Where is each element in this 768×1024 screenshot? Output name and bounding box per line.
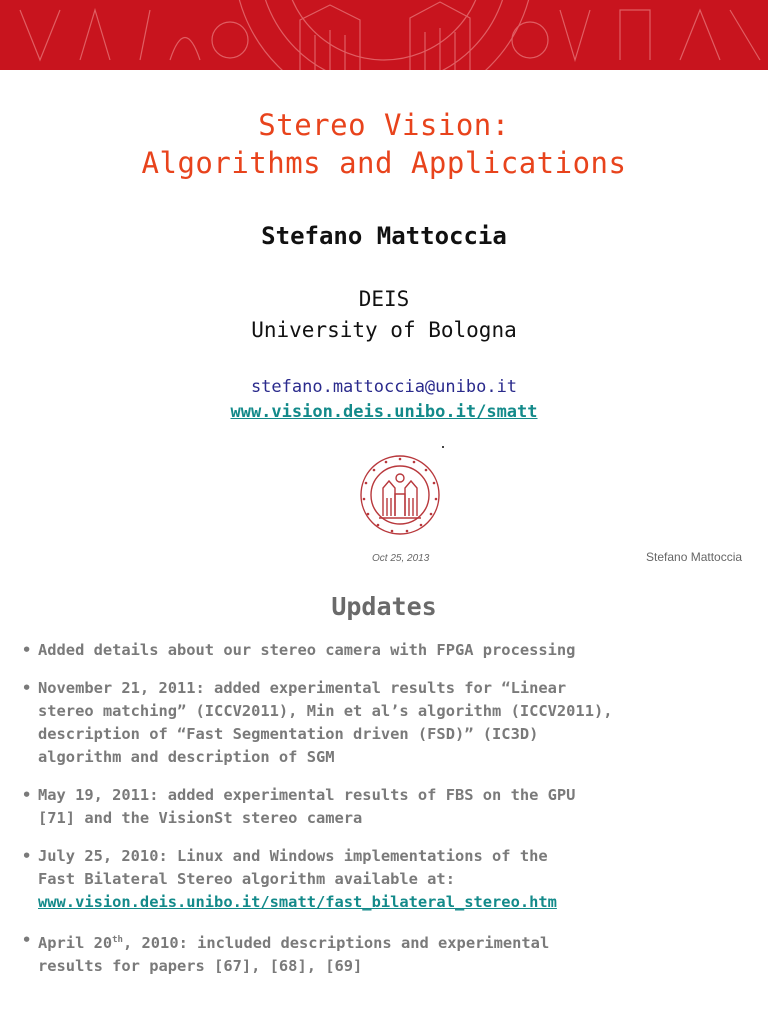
- list-item: [22, 845, 762, 914]
- list-item: [22, 929, 762, 978]
- list-item: [22, 784, 762, 830]
- department: DEIS: [358, 287, 410, 311]
- update-text: July 25, 2010: Linux and Windows implementations of the Fast Bilateral Stereo algorithm available at:: [38, 847, 548, 888]
- university: University of Bologna: [251, 318, 517, 342]
- university-seal-icon: [359, 454, 441, 536]
- footer-date: Oct 25, 2013: [372, 553, 430, 564]
- title-line-1: Stereo Vision:: [258, 108, 510, 142]
- updates-heading: Updates: [331, 592, 437, 621]
- update-text-end: , 2010: included descriptions and experimental results for papers [67], [68], [69]: [38, 934, 550, 976]
- update-text: November 21, 2011: added experimental results for “Linear stereo matching” (ICCV2011), Min et al’s algorithm (ICCV2011), description of “Fast Segmentation driven (FSD)” (IC3D) algorithm and description of SGM: [38, 679, 613, 766]
- update-text: May 19, 2011: added experimental results of FBS on the GPU [71] and the VisionSt stereo camera: [38, 786, 576, 827]
- author-name: Stefano Mattoccia: [261, 222, 507, 250]
- bullet-icon: •: [22, 847, 32, 865]
- bullet-icon: •: [22, 641, 32, 659]
- bullet-icon: •: [22, 679, 32, 697]
- website-link[interactable]: www.vision.deis.unibo.it/smatt: [230, 402, 538, 422]
- ordinal-suffix: th: [112, 935, 123, 945]
- update-text: [38, 929, 762, 978]
- bullet-icon: •: [22, 786, 32, 804]
- seal-pattern-icon: [0, 0, 768, 70]
- footer-author: Stefano Mattoccia: [646, 550, 743, 564]
- list-item: [22, 677, 762, 769]
- fast-bilateral-stereo-link[interactable]: www.vision.deis.unibo.it/smatt/fast_bilateral_stereo.htm: [38, 893, 557, 911]
- update-text: Added details about our stereo camera with FPGA processing: [38, 641, 576, 659]
- update-text-start: April 20: [38, 934, 113, 953]
- bullet-icon: •: [22, 931, 32, 949]
- stray-dot: [442, 446, 444, 448]
- updates-list: [22, 639, 762, 993]
- email-link[interactable]: stefano.mattoccia@unibo.it: [250, 377, 518, 397]
- title-line-2: Algorithms and Applications: [141, 146, 627, 180]
- list-item: [22, 639, 762, 662]
- header-banner: [0, 0, 768, 70]
